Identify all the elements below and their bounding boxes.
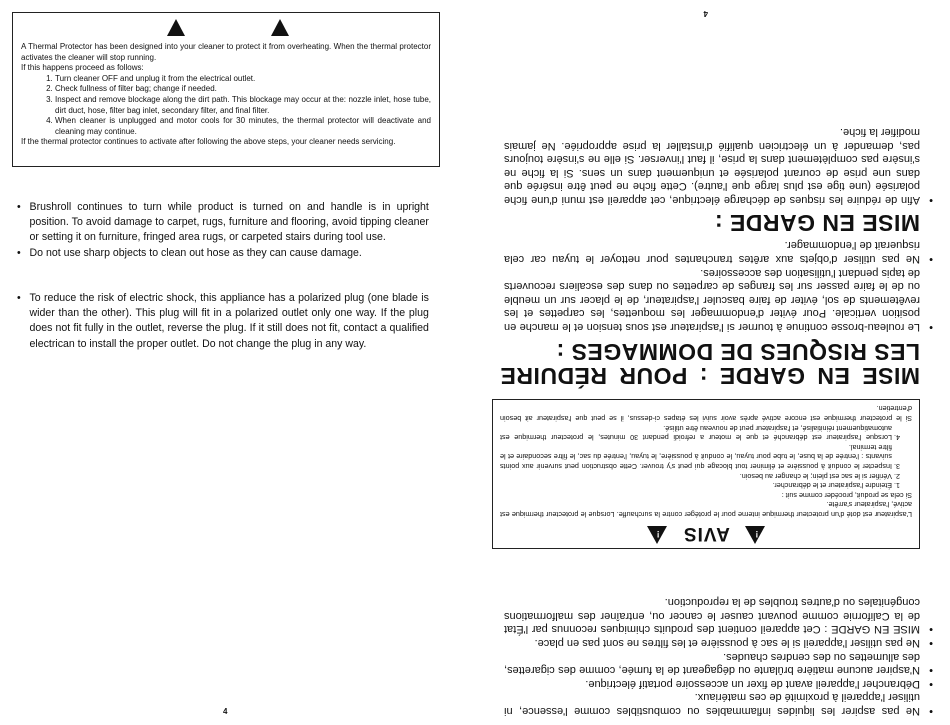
heading-damage: MISE EN GARDE : POUR RÉDUIRE LES RISQUES DE DOMMAGES : xyxy=(500,339,920,389)
thermal-step: 2. Check fullness of filter bag; change if needed. xyxy=(55,84,431,95)
bullet-item: • Ne pas utiliser d'objets aux arêtes tranchantes pour nettoyer le tuyau car cela risquerait de l'endommager. xyxy=(504,238,932,265)
bullet-item: • Ne pas aspirer les liquides inflammables ou combustibles comme l'essence, ni utiliser l'appareil à proximité de ces matériaux. xyxy=(504,690,932,717)
bullet-item: • Débrancher l'appareil avant de fixer un accessoire portatif électrique. xyxy=(504,676,932,690)
warning-triangle-icon xyxy=(167,19,185,36)
thermal-lead: If this happens proceed as follows: xyxy=(21,63,144,73)
avis-intro: L'aspirateur est doté d'un protecteur thermique interne pour le protéger contre la surchauffe. Lorsque le protecteur thermique est activé, l'aspirateur s'arrête. xyxy=(500,500,912,519)
avis-step: 1. Éteindre l'aspirateur et le débrancher. xyxy=(500,481,892,491)
avis-steps xyxy=(500,423,912,490)
bullet-item: • To reduce the risk of electric shock, this appliance has a polarized plug (one blade is wider than the other). This plug will fit in a polarized outlet only one way. If the plug does not fit fully in the outlet, reverse the plug. If it still does not fit, contact a qualified electrican to install the proper outlet. Do not change the plug in any way. xyxy=(18,291,429,352)
bullet-item: • Afin de réduire les risques de décharge électrique, cet appareil est muni d'une fiche polarisée (une tige est plus large que l'autre). Cette fiche ne peut être insérée que dans une prise de courant polarisée et uniquement dans un sens. Si la fiche ne s'insère pas complètement dans la prise, il faut l'inverser. Si elle ne s'insère toujours pas, demander à un électricien qualifié d'installer la prise appropriée. Ne jamais modifier la fiche. xyxy=(504,124,932,206)
bullet-item: • Brushroll continues to turn while product is turned on and handle is in upright position. To avoid damage to carpet, rugs, furniture and flooring, avoid tipping cleaner or setting it on furniture, fringed area rugs, or carpeted stairs during tool use. xyxy=(18,200,429,246)
french-top-bullets xyxy=(504,595,932,717)
thermal-protector-box xyxy=(12,12,440,167)
avis-step: 3. Inspecter le conduit à poussière et éliminer tout blocage qui peut s'y trouver. Cette obstruction peut survenir aux points suivants : l'entrée de la buse, le tube pour tuyau, le conduit à poussière, le tuyau, l'entrée du sac, le filtre secondaire et le filtre terminal. xyxy=(500,442,892,471)
polarized-plug-bullets xyxy=(18,291,429,352)
avis-step: 2. Vérifier si le sac est plein; le changer au besoin. xyxy=(500,471,892,481)
avis-closing: Si le protecteur thermique est encore activé après avoir suivi les étapes ci-dessus, il se peut que l'aspirateur ait besoin d'entretien. xyxy=(500,404,912,424)
thermal-intro: A Thermal Protector has been designed into your cleaner to protect it from overheating. When the thermal protector activates the cleaner will stop running. xyxy=(21,42,431,62)
thermal-closing: If the thermal protector continues to activate after following the above steps, your cleaner needs servicing. xyxy=(21,137,396,147)
avis-lead: Si cela se produit, procéder comme suit : xyxy=(781,490,912,500)
thermal-step: 1. Turn cleaner OFF and unplug it from the electrical outlet. xyxy=(55,74,431,85)
bullet-item: • Do not use sharp objects to clean out hose as they can cause damage. xyxy=(18,246,429,261)
warning-triangle-icon xyxy=(271,19,289,36)
bullet-item: • N'aspirer aucune matière brûlante ou dégageant de la fumée, comme des cigarettes, des allumettes ou des cendres chaudes. xyxy=(504,649,932,676)
thermal-steps xyxy=(21,74,431,138)
avis-step: 4. Lorsque l'aspirateur est débranché et que le moteur a refroidi pendant 30 minutes, le protecteur thermique est automatiquement réinitialisé, et l'aspirateur peut de nouveau être utilisé. xyxy=(500,423,892,442)
warning-triangle-icon: ! xyxy=(745,526,765,544)
brushroll-bullets xyxy=(18,200,429,261)
french-damage-bullets xyxy=(504,238,932,333)
page-number: 4 xyxy=(223,707,228,716)
heading-garde: MISE EN GARDE : xyxy=(714,210,920,236)
warning-triangle-icon: ! xyxy=(647,526,667,544)
avis-box xyxy=(492,399,920,549)
french-shock-bullets xyxy=(504,124,932,206)
thermal-step: 3. Inspect and remove blockage along the dirt path. This blockage may occur at the: nozzle inlet, hose tube, dirt duct, hose, filter bag inlet, secondary filter, and final filter. xyxy=(55,95,431,116)
bullet-item: • Le rouleau-brosse continue à tourner si l'aspirateur est sous tension et le manche en position verticale. Pour éviter d'endommager les moquettes, les carpettes et les revêtements de sol, éviter de faire basculer l'aspirateur, de le placer sur un meuble ou de le faire passer sur les franges de carpettes ou dans des escaliers recouverts de tapis pendant l'utilisation des accessoires. xyxy=(504,265,932,333)
avis-title: AVIS xyxy=(682,523,730,544)
avis-title-row xyxy=(493,524,919,544)
french-page-upside-down xyxy=(475,0,950,725)
avis-text xyxy=(500,404,912,519)
bullet-item: • Ne pas utiliser l'appareil si le sac à poussière et les filtres ne sont pas en place. xyxy=(504,635,932,649)
thermal-step: 4. When cleaner is unplugged and motor cools for 30 minutes, the thermal protector will deactivate and cleaning may continue. xyxy=(55,116,431,137)
thermal-protector-text xyxy=(21,42,431,148)
page-number: 4 xyxy=(703,9,708,18)
bullet-item: • MISE EN GARDE : Cet appareil contient des produits chimiques reconnus par l'État de la Californie comme pouvant causer le cancer ou, entraîner des malformations congénitales ou d'autres troubles de la reproduction. xyxy=(504,595,932,636)
